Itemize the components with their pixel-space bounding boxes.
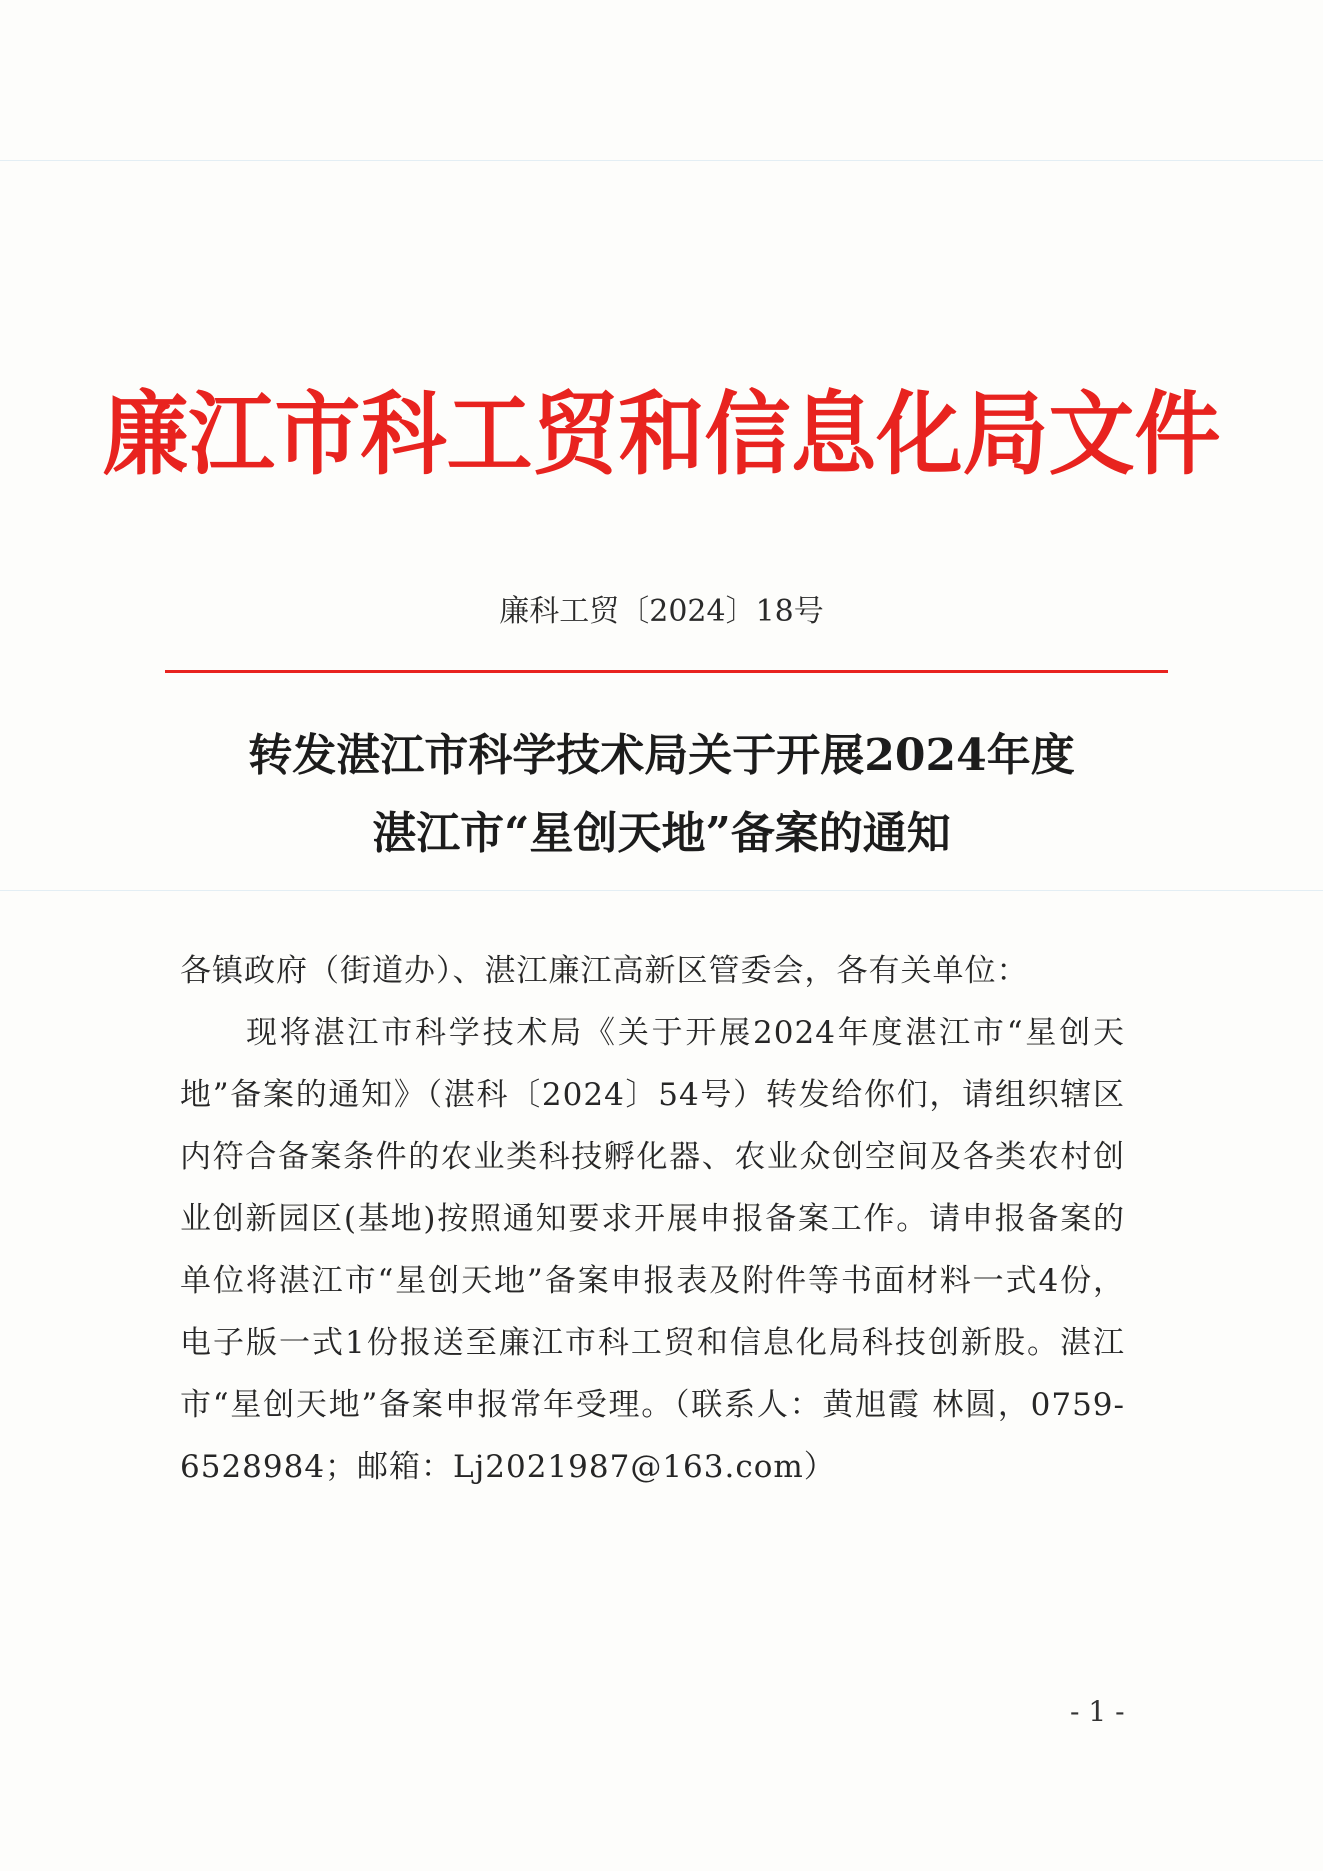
body-paragraph: 现将湛江市科学技术局《关于开展2024年度湛江市“星创天地”备案的通知》（湛科〔2024〕54号）转发给你们，请组织辖区内符合备案条件的农业类科技孵化器、农业众创空间及各类农村创业创新园区(基地)按照通知要求开展申报备案工作。请申报备案的单位将湛江市“星创天地”备案申报表及附件等书面材料一式4份，电子版一式1份报送至廉江市科工贸和信息化局科技创新股。湛江市“星创天地”备案申报常年受理。（联系人：黄旭霞 林圆，0759-6528984；邮箱：Lj2021987@163.com） <box>180 1015 1125 1485</box>
page-number: - 1 - <box>1070 1695 1125 1728</box>
salutation: 各镇政府（街道办）、湛江廉江高新区管委会，各有关单位： <box>180 953 1029 989</box>
red-divider-rule <box>165 670 1168 673</box>
scan-line <box>0 160 1323 161</box>
notice-title-line2: 湛江市“星创天地”备案的通知 <box>372 808 951 859</box>
document-number: 廉科工贸〔2024〕18号 <box>499 594 824 629</box>
notice-title-line1: 转发湛江市科学技术局关于开展2024年度 <box>248 730 1075 781</box>
issuer-header-title: 廉江市科工贸和信息化局文件 <box>102 381 1221 488</box>
scan-line <box>0 890 1323 891</box>
